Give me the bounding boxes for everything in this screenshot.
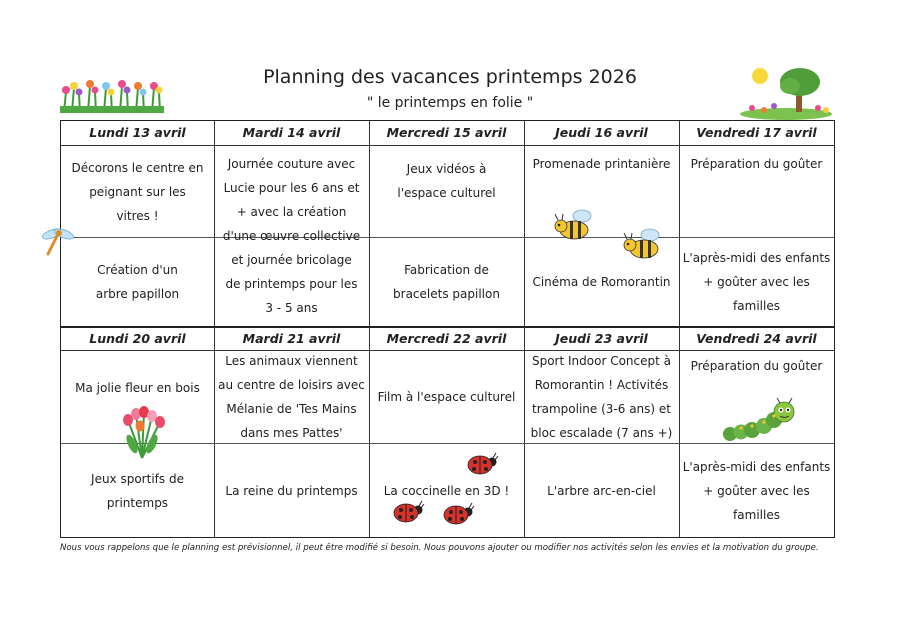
dragonfly-icon [40,226,76,256]
page-subtitle: " le printemps en folie " [366,95,534,111]
activity-cell: Journée couture avec Lucie pour les 6 ans et + avec la création d'une œuvre collective et journée bricolage de printemps pour les 3 - 5 ans [222,157,361,315]
footnote: Nous vous rappelons que le planning est prévisionnel, il peut être modifié si besoin. Nous pouvons ajouter ou modifier nos activités selon les envies et la motivation du groupe. [60,543,819,553]
day-header: Mercredi 15 avril [386,125,507,140]
activity-cell: Film à l'espace culturel [377,390,516,404]
activity-cell: La reine du printemps [225,483,358,498]
activity-cell: Jeux sportifs de printemps [91,471,184,510]
planning-table [60,120,835,538]
ladybug-icon [442,502,474,526]
day-header: Mardi 14 avril [242,125,341,140]
day-header: Jeudi 16 avril [555,125,648,140]
ladybug-icon [466,452,498,476]
day-header: Mercredi 22 avril [386,330,507,346]
activity-cell: L'après-midi des enfants + goûter avec les familles [682,251,831,313]
activity-cell: Fabrication de bracelets papillon [393,263,500,301]
tulip-bouquet-icon [118,404,166,460]
day-header: Jeudi 23 avril [555,330,648,346]
day-header: Vendredi 24 avril [696,330,817,346]
activity-cell: Création d'un arbre papillon [95,263,180,301]
bee-icon [552,206,598,244]
activity-cell: Décorons le centre en peignant sur les vitres ! [71,160,204,223]
activity-cell: Les animaux viennent au centre de loisirs avec Mélanie de 'Tes Mains dans mes Pattes' [218,353,365,440]
activity-cell: Promenade printanière [532,157,671,171]
day-header: Vendredi 17 avril [696,125,817,140]
ladybug-icon [392,500,424,524]
activity-cell: Ma jolie fleur en bois [75,381,200,395]
activity-cell: L'après-midi des enfants + goûter avec les familles [682,459,831,522]
day-header: Lundi 13 avril [89,125,186,140]
day-header: Lundi 20 avril [89,330,186,346]
bee-icon [620,225,666,263]
activity-cell: Jeux vidéos à l'espace culturel [397,162,496,200]
activity-cell: Préparation du goûter [690,359,823,373]
activity-cell: Cinéma de Romorantin [532,275,671,289]
flower-border-icon [60,76,164,114]
day-header: Mardi 21 avril [242,330,341,346]
caterpillar-icon [722,398,800,444]
activity-cell: L'arbre arc-en-ciel [547,483,656,498]
spring-tree-icon [740,64,832,118]
activity-cell: La coccinelle en 3D ! [383,483,510,498]
activity-cell: Sport Indoor Concept à Romorantin ! Activités trampoline (3-6 ans) et bloc escalade (7 ans +) [530,353,673,440]
activity-cell: Préparation du goûter [690,157,823,171]
page-title: Planning des vacances printemps 2026 [263,66,637,88]
